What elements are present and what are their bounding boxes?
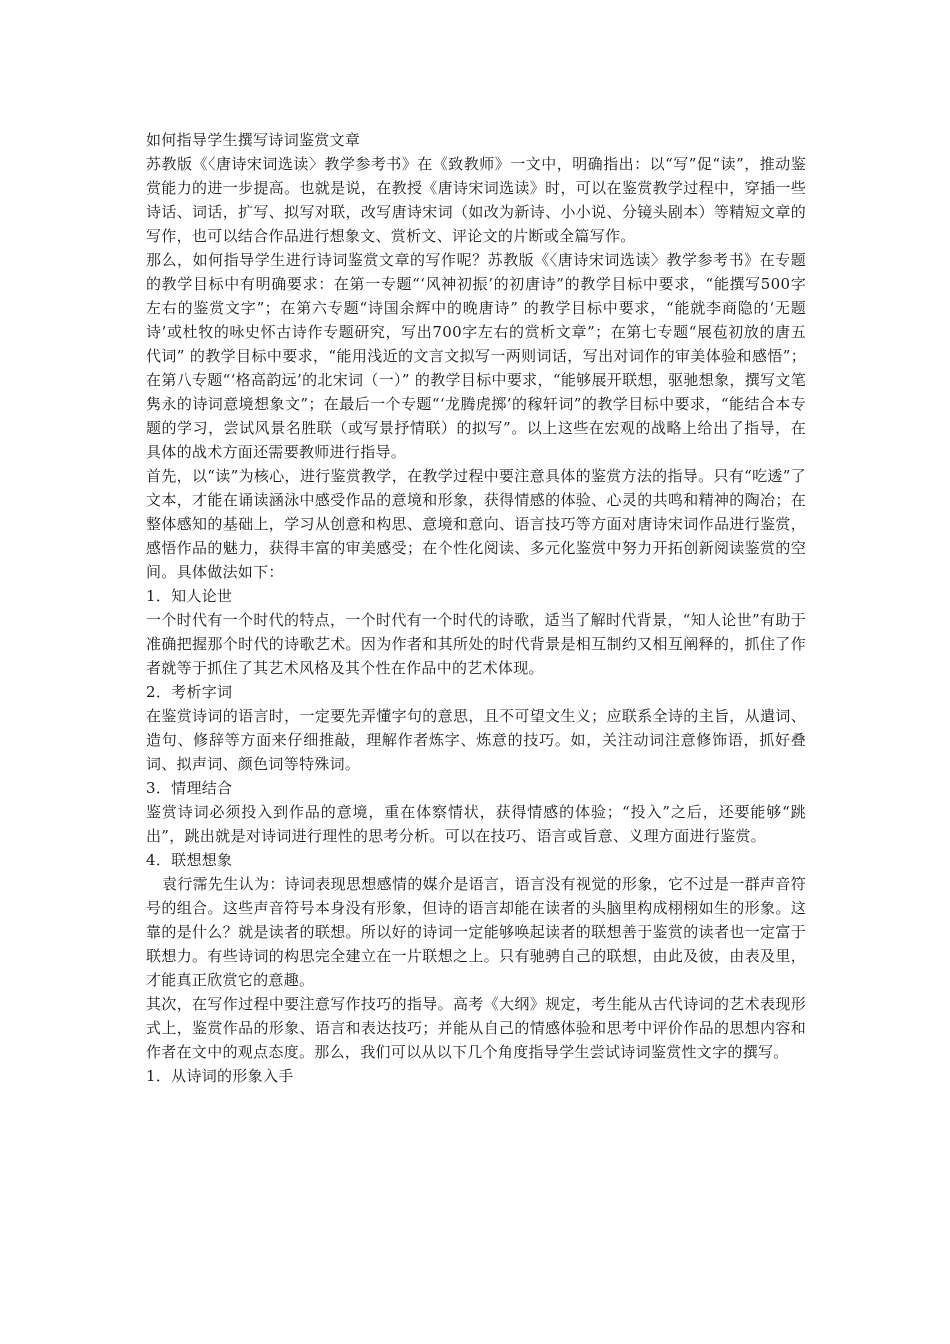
document-title: 如何指导学生撰写诗词鉴赏文章 [146, 131, 361, 149]
heading-zhiren-lunshi: 1．知人论世 [146, 587, 233, 605]
heading-lianxiang-xiangxiang: 4．联想想象 [146, 851, 233, 869]
paragraph-reading-method: 首先，以“读”为核心，进行鉴赏教学，在教学过程中要注意具体的鉴赏方法的指导。只有“吃透”了文本，才能在诵读涵泳中感受作品的意境和形象，获得情感的体验、心灵的共鸣和精神的陶冶；在整体感知的基础上，学习从创意和构思、意境和意向、语言技巧等方面对唐诗宋词作品进行鉴赏，感悟作品的魅力，获得丰富的审美感受；在个性化阅读、多元化鉴赏中努力开拓创新阅读鉴赏的空间。具体做法如下： [146, 467, 806, 581]
paragraph-kaoxi-zici: 在鉴赏诗词的语言时，一定要先弄懂字句的意思，且不可望文生义；应联系全诗的主旨，从遣词、造句、修辞等方面来仔细推敲，理解作者炼字、炼意的技巧。如，关注动词注意修饰语，抓好叠词、拟声词、颜色词等特殊词。 [146, 707, 806, 773]
heading-xingxiang: 1．从诗词的形象入手 [146, 1067, 294, 1085]
heading-kaoxi-zici: 2．考析字词 [146, 683, 233, 701]
heading-qingli-jiehe: 3．情理结合 [146, 779, 233, 797]
paragraph-intro: 苏教版《〈唐诗宋词选读〉教学参考书》在《致教师》一文中，明确指出：以“写”促“读”，推动鉴赏能力的进一步提高。也就是说，在教授《唐诗宋词选读》时，可以在鉴赏教学过程中，穿插一些诗话、词话，扩写、拟写对联，改写唐诗宋词（如改为新诗、小小说、分镜头剧本）等精短文章的写作，也可以结合作品进行想象文、赏析文、评论文的片断或全篇写作。 [146, 155, 806, 245]
paragraph-qingli-jiehe: 鉴赏诗词必须投入到作品的意境，重在体察情状，获得情感的体验；“投入”之后，还要能够“跳出”，跳出就是对诗词进行理性的思考分析。可以在技巧、语言或旨意、义理方面进行鉴赏。 [146, 803, 806, 845]
paragraph-zhiren-lunshi: 一个时代有一个时代的特点，一个时代有一个时代的诗歌，适当了解时代背景，“知人论世”有助于准确把握那个时代的诗歌艺术。因为作者和其所处的时代背景是相互制约又相互阐释的，抓住了作者就等于抓住了其艺术风格及其个性在作品中的艺术体现。 [146, 611, 806, 677]
paragraph-lianxiang-xiangxiang: 袁行霈先生认为：诗词表现思想感情的媒介是语言，语言没有视觉的形象，它不过是一群声音符号的组合。这些声音符号本身没有形象，但诗的语言却能在读者的头脑里构成栩栩如生的形象。这靠的是什么？就是读者的联想。所以好的诗词一定能够唤起读者的联想善于鉴赏的读者也一定富于联想力。有些诗词的构思完全建立在一片联想之上。只有驰骋自己的联想，由此及彼，由表及里，才能真正欣赏它的意趣。 [146, 875, 806, 989]
paragraph-writing-skills: 其次，在写作过程中要注意写作技巧的指导。高考《大纲》规定，考生能从古代诗词的艺术表现形式上，鉴赏作品的形象、语言和表达技巧；并能从自己的情感体验和思考中评价作品的思想内容和作者在文中的观点态度。那么，我们可以从以下几个角度指导学生尝试诗词鉴赏性文字的撰写。 [146, 995, 806, 1061]
document-body [146, 128, 806, 1088]
paragraph-goals: 那么，如何指导学生进行诗词鉴赏文章的写作呢？苏教版《〈唐诗宋词选读〉教学参考书》在专题的教学目标中有明确要求：在第一专题“‘风神初振’的初唐诗”的教学目标中要求，“能撰写500字左右的鉴赏文字”；在第六专题“诗国余辉中的晚唐诗” 的教学目标中要求，“能就李商隐的‘无题诗’或杜牧的咏史怀古诗作专题研究，写出700字左右的赏析文章”；在第七专题“展苞初放的唐五代词” 的教学目标中要求，“能用浅近的文言文拟写一两则词话，写出对词作的审美体验和感悟”；在第八专题“‘格高韵远’的北宋词（一）” 的教学目标中要求，“能够展开联想，驱驰想象，撰写文笔隽永的诗词意境想象文”；在最后一个专题“‘龙腾虎掷’的稼轩词”的教学目标中要求，“能结合本专题的学习，尝试风景名胜联（或写景抒情联）的拟写”。以上这些在宏观的战略上给出了指导，在具体的战术方面还需要教师进行指导。 [146, 251, 806, 461]
